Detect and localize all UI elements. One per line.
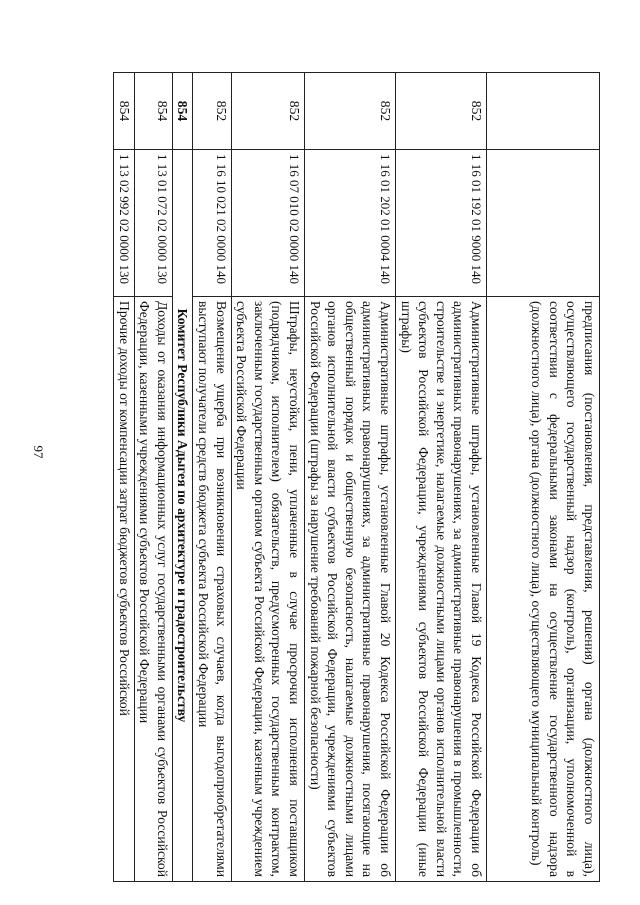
table-row <box>114 73 135 882</box>
budget-code-cell: 1 16 01 202 01 0004 140 <box>305 150 396 297</box>
description-cell: Возмещение ущерба при возникновении страховых случаев, когда выгодоприобретателями выступают получатели средств бюджета субъекта Российской Федерации <box>193 297 231 882</box>
section-title: Комитет Республики Адыгея по архитектуре и градостроительству <box>172 150 193 882</box>
admin-code-cell: 852 <box>305 73 396 150</box>
admin-code-cell: 852 <box>193 73 231 150</box>
section-admin-code: 854 <box>172 73 193 150</box>
budget-code-cell: 1 16 07 010 02 0000 140 <box>231 150 304 297</box>
admin-code-cell: 854 <box>114 73 135 150</box>
table-row <box>305 73 396 882</box>
admin-code-cell <box>487 73 600 150</box>
table-row <box>231 73 304 882</box>
table-row <box>193 73 231 882</box>
budget-code-cell: 1 13 01 072 02 0000 130 <box>134 150 172 297</box>
section-header-row <box>172 73 193 882</box>
admin-code-cell: 852 <box>396 73 487 150</box>
admin-code-cell: 854 <box>134 73 172 150</box>
rotated-page <box>48 72 600 882</box>
budget-code-cell: 1 13 02 992 02 0000 130 <box>114 150 135 297</box>
table-row <box>396 73 487 882</box>
description-cell: Штрафы, неустойки, пени, уплаченные в случае просрочки исполнения поставщиком (подрядчиком, исполнителем) обязательств, предусмотренных государственным контрактом, заключенным государственным органом субъекта Российской Федерации, казенным учреждением субъекта Российской Федерации <box>231 297 304 882</box>
description-cell: Прочие доходы от компенсации затрат бюджетов субъектов Российской <box>114 297 135 882</box>
description-cell: Административные штрафы, установленные Главой 19 Кодекса Российской Федерации об административных правонарушениях, за административные правонарушения в промышленности, строительстве и энергетике, налагаемые должностными лицами органов исполнительной власти субъектов Российской Федерации, учреждениями субъектов Российской Федерации (иные штрафы) <box>396 297 487 882</box>
budget-code-cell <box>487 150 600 297</box>
table-row <box>487 73 600 882</box>
budget-code-cell: 1 16 01 192 01 9000 140 <box>396 150 487 297</box>
budget-code-cell: 1 16 10 021 02 0000 140 <box>193 150 231 297</box>
description-cell: Доходы от оказания информационных услуг государственными органами субъектов Российской Федерации, казенными учреждениями субъектов Российской Федерации <box>134 297 172 882</box>
description-cell: Административные штрафы, установленные Главой 20 Кодекса Российской Федерации об административных правонарушениях, за административные правонарушения, посягающие на общественный порядок и общественную безопасность, налагаемые должностными лицами органов исполнительной власти субъектов Российской Федерации, учреждениями субъектов Российской Федерации (штрафы за нарушение требований пожарной безопасности) <box>305 297 396 882</box>
revenue-codes-table <box>113 72 600 882</box>
admin-code-cell: 852 <box>231 73 304 150</box>
table-row <box>134 73 172 882</box>
description-cell: предписания (постановления, представления, решения) органа (должностного лица), осуществляющего государственный надзор (контроль), организации, уполномоченной в соответствии с федеральными законами на осуществление государственного надзора (должностного лица), органа (должностного лица), осуществляющего муниципальный контроль) <box>487 297 600 882</box>
page-number: 97 <box>31 445 46 459</box>
